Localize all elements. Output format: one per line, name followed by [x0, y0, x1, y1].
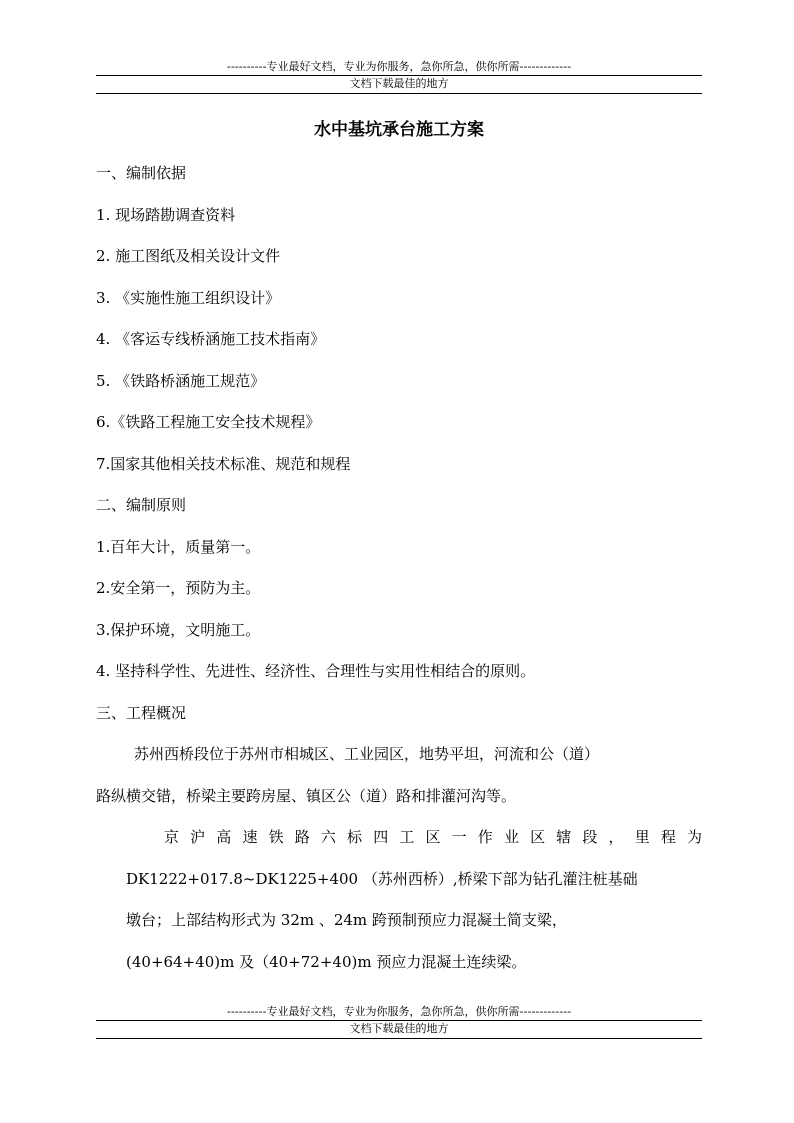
- section-heading-principles: 二、编制原则: [96, 496, 187, 514]
- document-title: 水中基坑承台施工方案: [314, 120, 484, 140]
- principle-item: 4. 坚持科学性、先进性、经济性、合理性与实用性相结合的原则。: [96, 662, 536, 680]
- footer-divider: [96, 1020, 702, 1021]
- footer-subtitle: 文档下载最佳的地方: [349, 1022, 449, 1035]
- header-subtitle: 文档下载最佳的地方: [349, 77, 449, 90]
- basis-item: 4. 《客运专线桥涵施工技术指南》: [96, 330, 326, 348]
- basis-item: 1. 现场踏勘调查资料: [96, 206, 236, 224]
- basis-item: 3. 《实施性施工组织设计》: [96, 289, 281, 307]
- overview-paragraph-line: 墩台；上部结构形式为 32m 、24m 跨预制预应力混凝土简支梁，: [126, 911, 567, 929]
- section-heading-basis: 一、编制依据: [96, 164, 187, 182]
- principle-item: 2.安全第一，预防为主。: [96, 579, 261, 597]
- footer-slogan: ----------专业最好文档，专业为你服务，急你所急，供你所需-------------: [226, 1005, 572, 1018]
- basis-item: 5. 《铁路桥涵施工规范》: [96, 372, 266, 390]
- basis-item: 7.国家其他相关技术标准、规范和规程: [96, 455, 351, 473]
- header-slogan: ----------专业最好文档，专业为你服务，急你所急，供你所需-------------: [226, 60, 572, 73]
- overview-paragraph-line: 苏州西桥段位于苏州市相城区、工业园区，地势平坦，河流和公（道）: [134, 745, 600, 763]
- footer-divider-bottom: [96, 1038, 702, 1039]
- header-divider-bottom: [96, 93, 702, 94]
- overview-paragraph-line: 路纵横交错，桥梁主要跨房屋、镇区公（道）路和排灌河沟等。: [96, 787, 517, 805]
- principle-item: 3.保护环境，文明施工。: [96, 621, 261, 639]
- overview-paragraph-line: DK1222+017.8~DK1225+400 （苏州西桥）,桥梁下部为钻孔灌注桩基础: [126, 870, 638, 888]
- header-divider: [96, 75, 702, 76]
- principle-item: 1.百年大计，质量第一。: [96, 538, 261, 556]
- overview-paragraph-line: 京沪高速铁路六标四工区一作业区辖段，里程为: [164, 828, 702, 846]
- overview-paragraph-line: (40+64+40)m 及（40+72+40)m 预应力混凝土连续梁。: [126, 953, 527, 971]
- basis-item: 6.《铁路工程施工安全技术规程》: [96, 413, 321, 431]
- basis-item: 2. 施工图纸及相关设计文件: [96, 247, 281, 265]
- section-heading-overview: 三、工程概况: [96, 704, 187, 722]
